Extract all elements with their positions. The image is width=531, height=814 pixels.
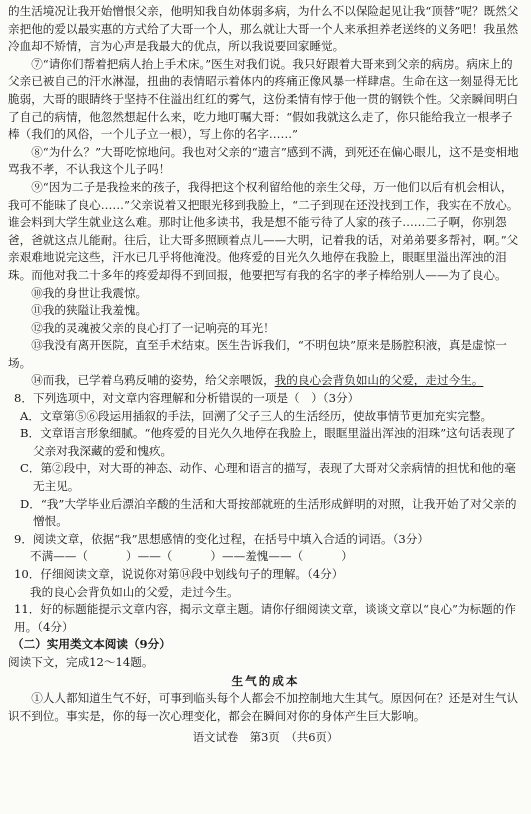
paragraph-7: ⑦“请你们帮着把病人抬上手术床。”医生对我们说。我只好跟着大哥来到父亲的病房。病床上的父亲已被自己的汗水淋湿，扭曲的表情昭示着体内的疼痛正像风暴一样肆虐。生命在这一刻显得无比脆弱，大哥的眼睛终于坚持不住溢出红红的雾气，这份柔情有悖于他一贯的钢铁个性。父亲瞬间明白了自己的病情，他忽然想起什么来，吃力地叮嘱大哥：“假如我就这么走了，你只能给我立一根孝子棒（我们的风俗，一个儿子立一根），写上你的名字……” — [8, 56, 519, 142]
paragraph-13: ⑬我没有离开医院，直至手术结束。医生告诉我们，“不明包块”原来是肠腔积液，真是虚惊一场。 — [8, 338, 507, 370]
question-8-option-b: B．文章语言形象细腻。“他疼爱的目光久久地停在我脸上，眼眶里溢出浑浊的泪珠”这句话表现了父亲对我深藏的爱和愧疚。 — [20, 426, 516, 458]
blank-label-1: 不满 — [30, 549, 54, 564]
blank-label-4: 羞愧 — [245, 549, 269, 564]
question-11-stem: 11．好的标题能提示文章内容，揭示文章主题。请你仔细阅读文章，谈谈文章以“良心”为标题的作用。（4分） — [14, 602, 516, 634]
paragraph-12: ⑫我的灵魂被父亲的良心打了一记响亮的耳光！ — [31, 320, 275, 335]
question-8-stem: 8．下列选项中，对文章内容理解和分析错误的一项是（ ）（3分） — [14, 391, 360, 406]
paragraph-9: ⑨“因为二子是我捡来的孩子，我得把这个权利留给他的亲生父母，万一他们以后有机会相认，我可不能昧了良心……”父亲说着又把眼光移到我脸上，“二子到现在还没找到工作，我实在不放心。谁会料到大学生就业这么难。那时让他多读书，我是想不能亏待了人家的孩子……二子啊，你别怨爸，爸就这点儿能耐。往后，让大哥多照顾着点儿——大明，记着我的话，对弟弟要多帮衬，啊。”父亲艰难地说完这些，汗水已几乎将他淹没。他疼爱的目光久久地停在我脸上，眼眶里溢出浑浊的泪珠。而他对我二十多年的疼爱却得不到回报，他要把写有我的名字的孝子棒给别人——为了良心。 — [8, 179, 519, 282]
question-10-quote: 我的良心会背负如山的父爱，走过今生。 — [30, 584, 239, 599]
question-8-option-c: C．第②段中，对大哥的神态、动作、心理和语言的描写，表现了大哥对父亲病情的担忧和他的毫无主见。 — [20, 461, 516, 494]
section-heading: （二）实用类文本阅读（9分） — [12, 637, 171, 652]
question-9-answer-line: 不满——（ ）——（ ）——羞愧——（ ） — [30, 549, 353, 564]
article-paragraph-1: ①人人都知道生气不好，可事到临头每个人都会不加控制地大生其气。原因何在？还是对生气认识不到位。事实是，你的每一次心理变化，都会在瞬间对你的身体产生巨大影响。 — [8, 691, 519, 723]
page-footer: 语文试卷 第3页 （共6页） — [192, 730, 339, 745]
paragraph-11: ⑪我的狭隘让我羞愧。 — [31, 303, 148, 318]
question-9-stem: 9．阅读文章，依据“我”思想感情的变化过程，在括号中填入合适的词语。（3分） — [14, 531, 429, 546]
paragraph-6-continued: 的生活境况让我开始憎恨父亲，他明知我自幼体弱多病，为什么不以保险起见让我“顶替”呢？既然父亲把他的爱以最实惠的方式给了大哥一个人，那么就让大哥一个人来承担养老送终的义务吧！我虽然冷血却不矫情，言为心声是我最大的优点，所以我说要回家睡觉。 — [8, 4, 519, 54]
article-title: 生气的成本 — [231, 673, 300, 688]
question-8-option-d: D．“我”大学毕业后漂泊辛酸的生活和大哥按部就班的生活形成鲜明的对照，让我开始了对父亲的憎恨。 — [20, 496, 517, 529]
paragraph-14 — [8, 372, 523, 390]
paragraph-14-underlined: 我的良心会背负如山的父爱，走过今生。 — [274, 373, 484, 388]
section-instruction: 阅读下文，完成12～14题。 — [8, 654, 154, 669]
paragraph-10: ⑩我的身世让我震惊。 — [31, 285, 148, 300]
paragraph-8: ⑧“为什么？”大哥吃惊地问。我也对父亲的“遗言”感到不满，到死还在偏心眼儿，这不是变相地骂我不孝，不认我这个儿子吗！ — [8, 144, 519, 177]
question-10-stem: 10．仔细阅读文章，说说你对第⑭段中划线句子的理解。（4分） — [14, 567, 344, 581]
exam-page — [8, 0, 523, 747]
question-8-option-a: A．文章第⑤⑥段运用插叙的手法，回溯了父子三人的生活经历，使故事情节更加充实完整。 — [20, 408, 493, 423]
paragraph-14-text: ⑭而我，已学着乌鸦反哺的姿势，给父亲喂饭， — [31, 373, 275, 388]
